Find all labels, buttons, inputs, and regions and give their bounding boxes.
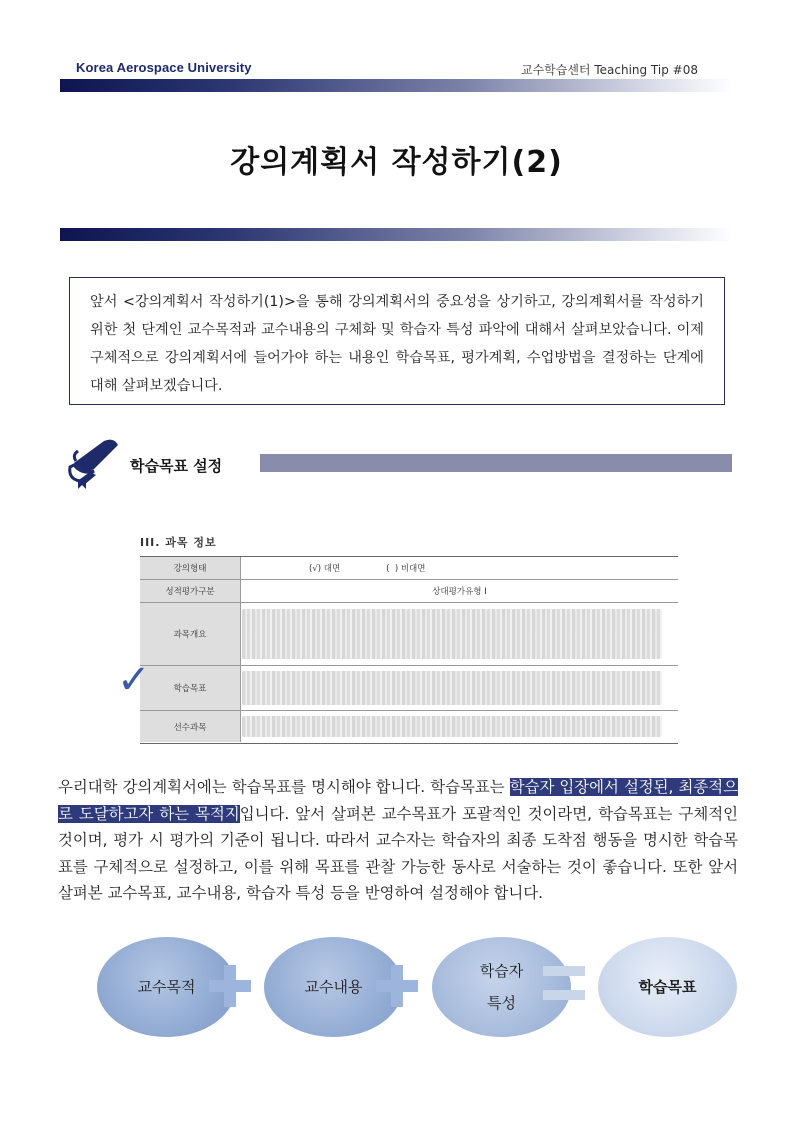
form-row-label: 과목개요 xyxy=(140,603,241,665)
blurred-content xyxy=(242,609,662,659)
form-row-label: 강의형태 xyxy=(140,557,241,579)
university-name: Korea Aerospace University xyxy=(76,60,252,75)
teaching-tip-label: 교수학습센터 Teaching Tip #08 xyxy=(520,63,698,77)
form-row xyxy=(140,557,678,580)
blurred-content xyxy=(242,671,662,705)
form-row xyxy=(140,603,678,666)
body-paragraph xyxy=(58,774,738,907)
book-icon xyxy=(64,435,122,489)
title-gradient-bar xyxy=(60,228,733,241)
form-row xyxy=(140,580,678,603)
form-row-value: 상대평가유형 I xyxy=(432,587,487,597)
plus-icon xyxy=(376,965,418,1007)
body-text: 우리대학 강의계획서에는 학습목표를 명시해야 합니다. 학습목표는 xyxy=(58,778,510,796)
header-gradient-bar xyxy=(60,79,733,92)
formula-circle-teaching-content: 교수내용 xyxy=(264,937,403,1037)
form-caption: III. 과목 정보 xyxy=(140,536,217,549)
checkmark-icon: ✓ xyxy=(117,657,151,703)
formula-circle-learning-objective: 학습목표 xyxy=(598,937,737,1037)
form-row-label: 선수과목 xyxy=(140,711,241,742)
equals-icon xyxy=(543,966,585,1002)
course-info-form xyxy=(140,556,678,744)
form-row-value: (√) 대면 ( ) 비대면 xyxy=(309,564,426,574)
section-bar xyxy=(260,454,732,472)
formula-circle-teaching-purpose: 교수목적 xyxy=(97,937,236,1037)
form-row xyxy=(140,711,678,742)
form-row-label: 성적평가구분 xyxy=(140,580,241,602)
section-title: 학습목표 설정 xyxy=(130,457,223,475)
form-row xyxy=(140,666,678,711)
highlighted-text: 학습자 입장에서 설정된, 최종적으로 도달하고자 하는 목적지 xyxy=(58,778,738,823)
formula-circle-text: 학습자 특성 xyxy=(479,962,524,1012)
page-title: 강의계획서 작성하기(2) xyxy=(230,145,563,180)
blurred-content xyxy=(242,716,662,737)
plus-icon xyxy=(209,965,251,1007)
form-row-label: 학습목표 xyxy=(140,666,241,710)
intro-box: 앞서 <강의계획서 작성하기(1)>을 통해 강의계획서의 중요성을 상기하고, 강의계획서를 작성하기 위한 첫 단계인 교수목적과 교수내용의 구체화 및 학습자 특성 파악에 대해서 살펴보았습니다. 이제 구체적으로 강의계획서에 들어가야 하는 내용인 학습목표, 평가계획, 수업방법을 결정하는 단계에 대해 살펴보겠습니다. xyxy=(69,277,725,405)
body-text: 입니다. 앞서 살펴본 교수목표가 포괄적인 것이라면, 학습목표는 구체적인 것이며, 평가 시 평가의 기준이 됩니다. 따라서 교수자는 학습자의 최종 도착점 행동을 명시한 학습목표를 구체적으로 설정하고, 이를 위해 목표를 관찰 가능한 동사로 서술하는 것이 좋습니다. 또한 앞서 살펴본 교수목표, 교수내용, 학습자 특성 등을 반영하여 설정해야 합니다. xyxy=(58,804,738,902)
